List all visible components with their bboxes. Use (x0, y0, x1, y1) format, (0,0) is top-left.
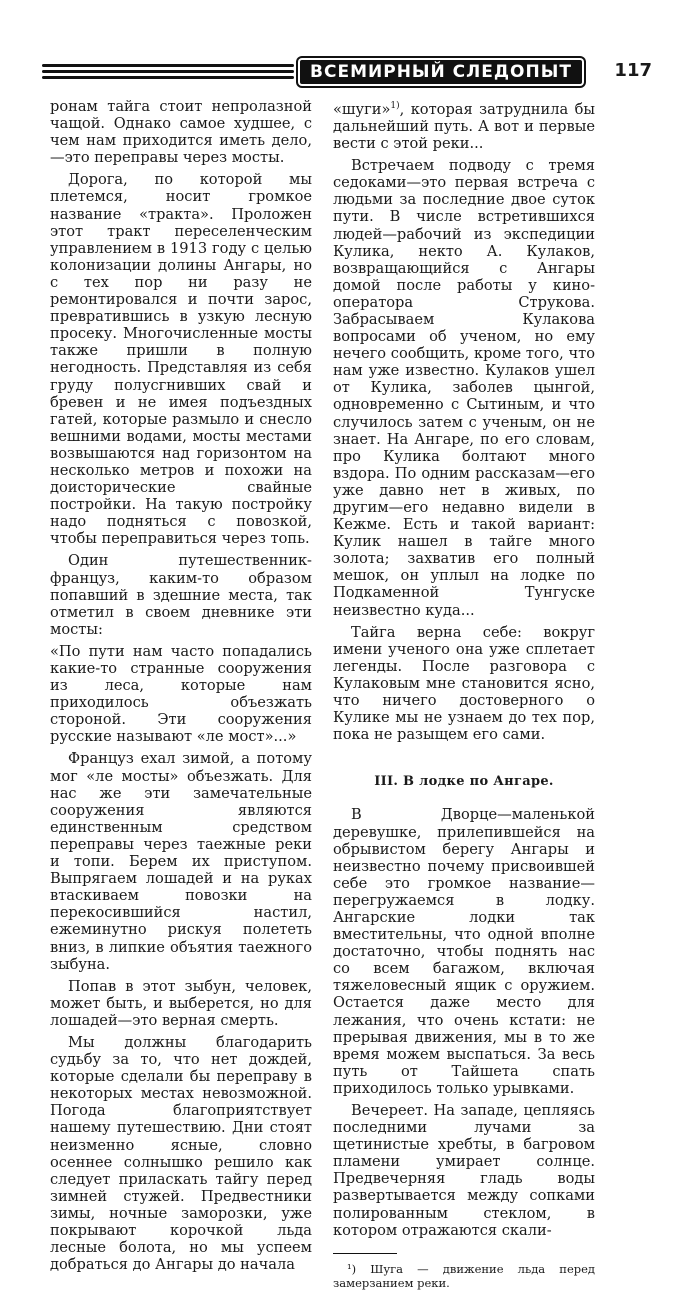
masthead-logo: ВСЕМИРНЫЙ СЛЕДОПЫТ (298, 58, 584, 86)
quote-paragraph: «По пути нам часто попадались какие-то странные сооружения из леса, которые нам приходилось объезжать стороной. Эти сооружения русские называют «ле мост»...» (50, 642, 312, 746)
paragraph: Попав в этот зыбун, человек, может быть, и выберется, но для лошадей—это верная смерть. (50, 977, 312, 1029)
section-heading: III. В лодке по Ангаре. (374, 774, 554, 790)
left-column (50, 98, 312, 1278)
paragraph: Вечереет. На западе, цепляясь последними лучами за щетинистые хребты, в багровом пламени умирает солнце. Предвечерняя гладь воды развертывается между сопками полированным стеклом, в котором отражаются скали- (333, 1102, 595, 1239)
paragraph: Француз ехал зимой, а потому мог «ле мосты» объезжать. Для нас же эти замечательные сооружения являются единственным средством переправы через таежные реки и топи. Берем их приступом. Выпрягаем лошадей и на руках втаскиваем повозки на перекосившийся настил, ежеминутно рискуя полететь вниз, в липкие объятия таежного зыбуна. (50, 750, 312, 973)
paragraph: ронам тайга стоит непролазной чащой. Однако самое худшее, с чем нам приходится иметь дело,—это переправы через мосты. (50, 98, 312, 167)
header-rule (42, 70, 294, 73)
footnote-rule (333, 1253, 397, 1254)
footnote: ¹) Шуга — движение льда перед замерзанием реки. (333, 1261, 595, 1290)
paragraph-text: «шуги» (333, 100, 391, 118)
header-rules (42, 64, 294, 82)
paragraph: Встречаем подводу с тремя седоками—это первая встреча с людьми за последние двое суток пути. В числе встретившихся людей—рабочий из экспедиции Кулика, некто А. Кулаков, возвращающийся с Ангары домой после работы у кино-оператора Струкова. Забрасываем Кулакова вопросами об ученом, но ему нечего сообщить, кроме того, что нам уже известно. Кулаков ушел от Кулика, заболев цынгой, одновременно с Сытиным, и что случилось затем с ученым, он не знает. На Ангаре, по его словам, про Кулика болтают много вздора. По одним рассказам—его уже давно нет в живых, по другим—его недавно видели в Кежме. Есть и такой вариант: Кулик нашел в тайге много золота; захватив его полный мешок, он уплыл на лодке по Подкаменной Тунгуске неизвестно куда... (333, 157, 595, 619)
paragraph: Дорога, по которой мы плетемся, носит громкое название «тракта». Проложен этот тракт переселенческим управлением в 1913 году с целью колонизации долины Ангары, но с тех пор ни разу не ремонтировался и почти зарос, превратившись в узкую лесную просеку. Многочисленные мосты также пришли в полную негодность. Представляя из себя груду полусгнивших свай и бревен и не имея подъездных гатей, которые размыло и снесло вешними водами, мосты местами возвышаются над горизонтом на несколько метров и похожи на доисторические свайные постройки. На такую постройку надо подняться с повозкой, чтобы переправиться через топь. (50, 171, 312, 548)
paragraph: Мы должны благодарить судьбу за то, что нет дождей, которые сделали бы переправу в некоторых местах невозможной. Погода благоприятствует нашему путешествию. Дни стоят неизменно ясные, словно осеннее солнышко решило как следует приласкать тайгу перед зимней стужей. Предвестники зимы, ночные заморозки, уже покрывают корочкой льда лесные болота, но мы успеем добраться до Ангары до начала (50, 1033, 312, 1274)
page-header (42, 58, 652, 92)
header-rule (42, 64, 294, 67)
paragraph-text: , которая затруднила бы дальнейший путь. А вот и первые вести с этой реки... (333, 100, 595, 153)
right-column (333, 98, 595, 1290)
paragraph: Тайга верна себе: вокруг имени ученого она уже сплетает легенды. После разговора с Кулаковым мне становится ясно, что ничего достоверного о Кулике мы не узнаем до тех пор, пока не разыщем его сами. (333, 623, 595, 744)
footnote-marker: 1) (390, 101, 400, 111)
paragraph (333, 98, 595, 152)
paragraph: В Дворце—маленькой деревушке, прилепившейся на обрывистом берегу Ангары и неизвестно почему присвоившей себе это громкое название—перегружаемся в лодку. Ангарские лодки так вместительны, что одной вполне достаточно, чтобы поднять нас со всем багажом, включая тяжеловесный ящик с оружием. Остается даже место для лежания, что очень кстати: не прерывая движения, мы в то же время можем выспаться. За весь путь от Тайшета спать приходилось только урывками. (333, 806, 595, 1097)
header-rule (42, 76, 294, 79)
paragraph: Один путешественник-француз, каким-то образом попавший в здешние места, так отметил в своем дневнике эти мосты: (50, 552, 312, 638)
page-number: 117 (614, 60, 652, 81)
